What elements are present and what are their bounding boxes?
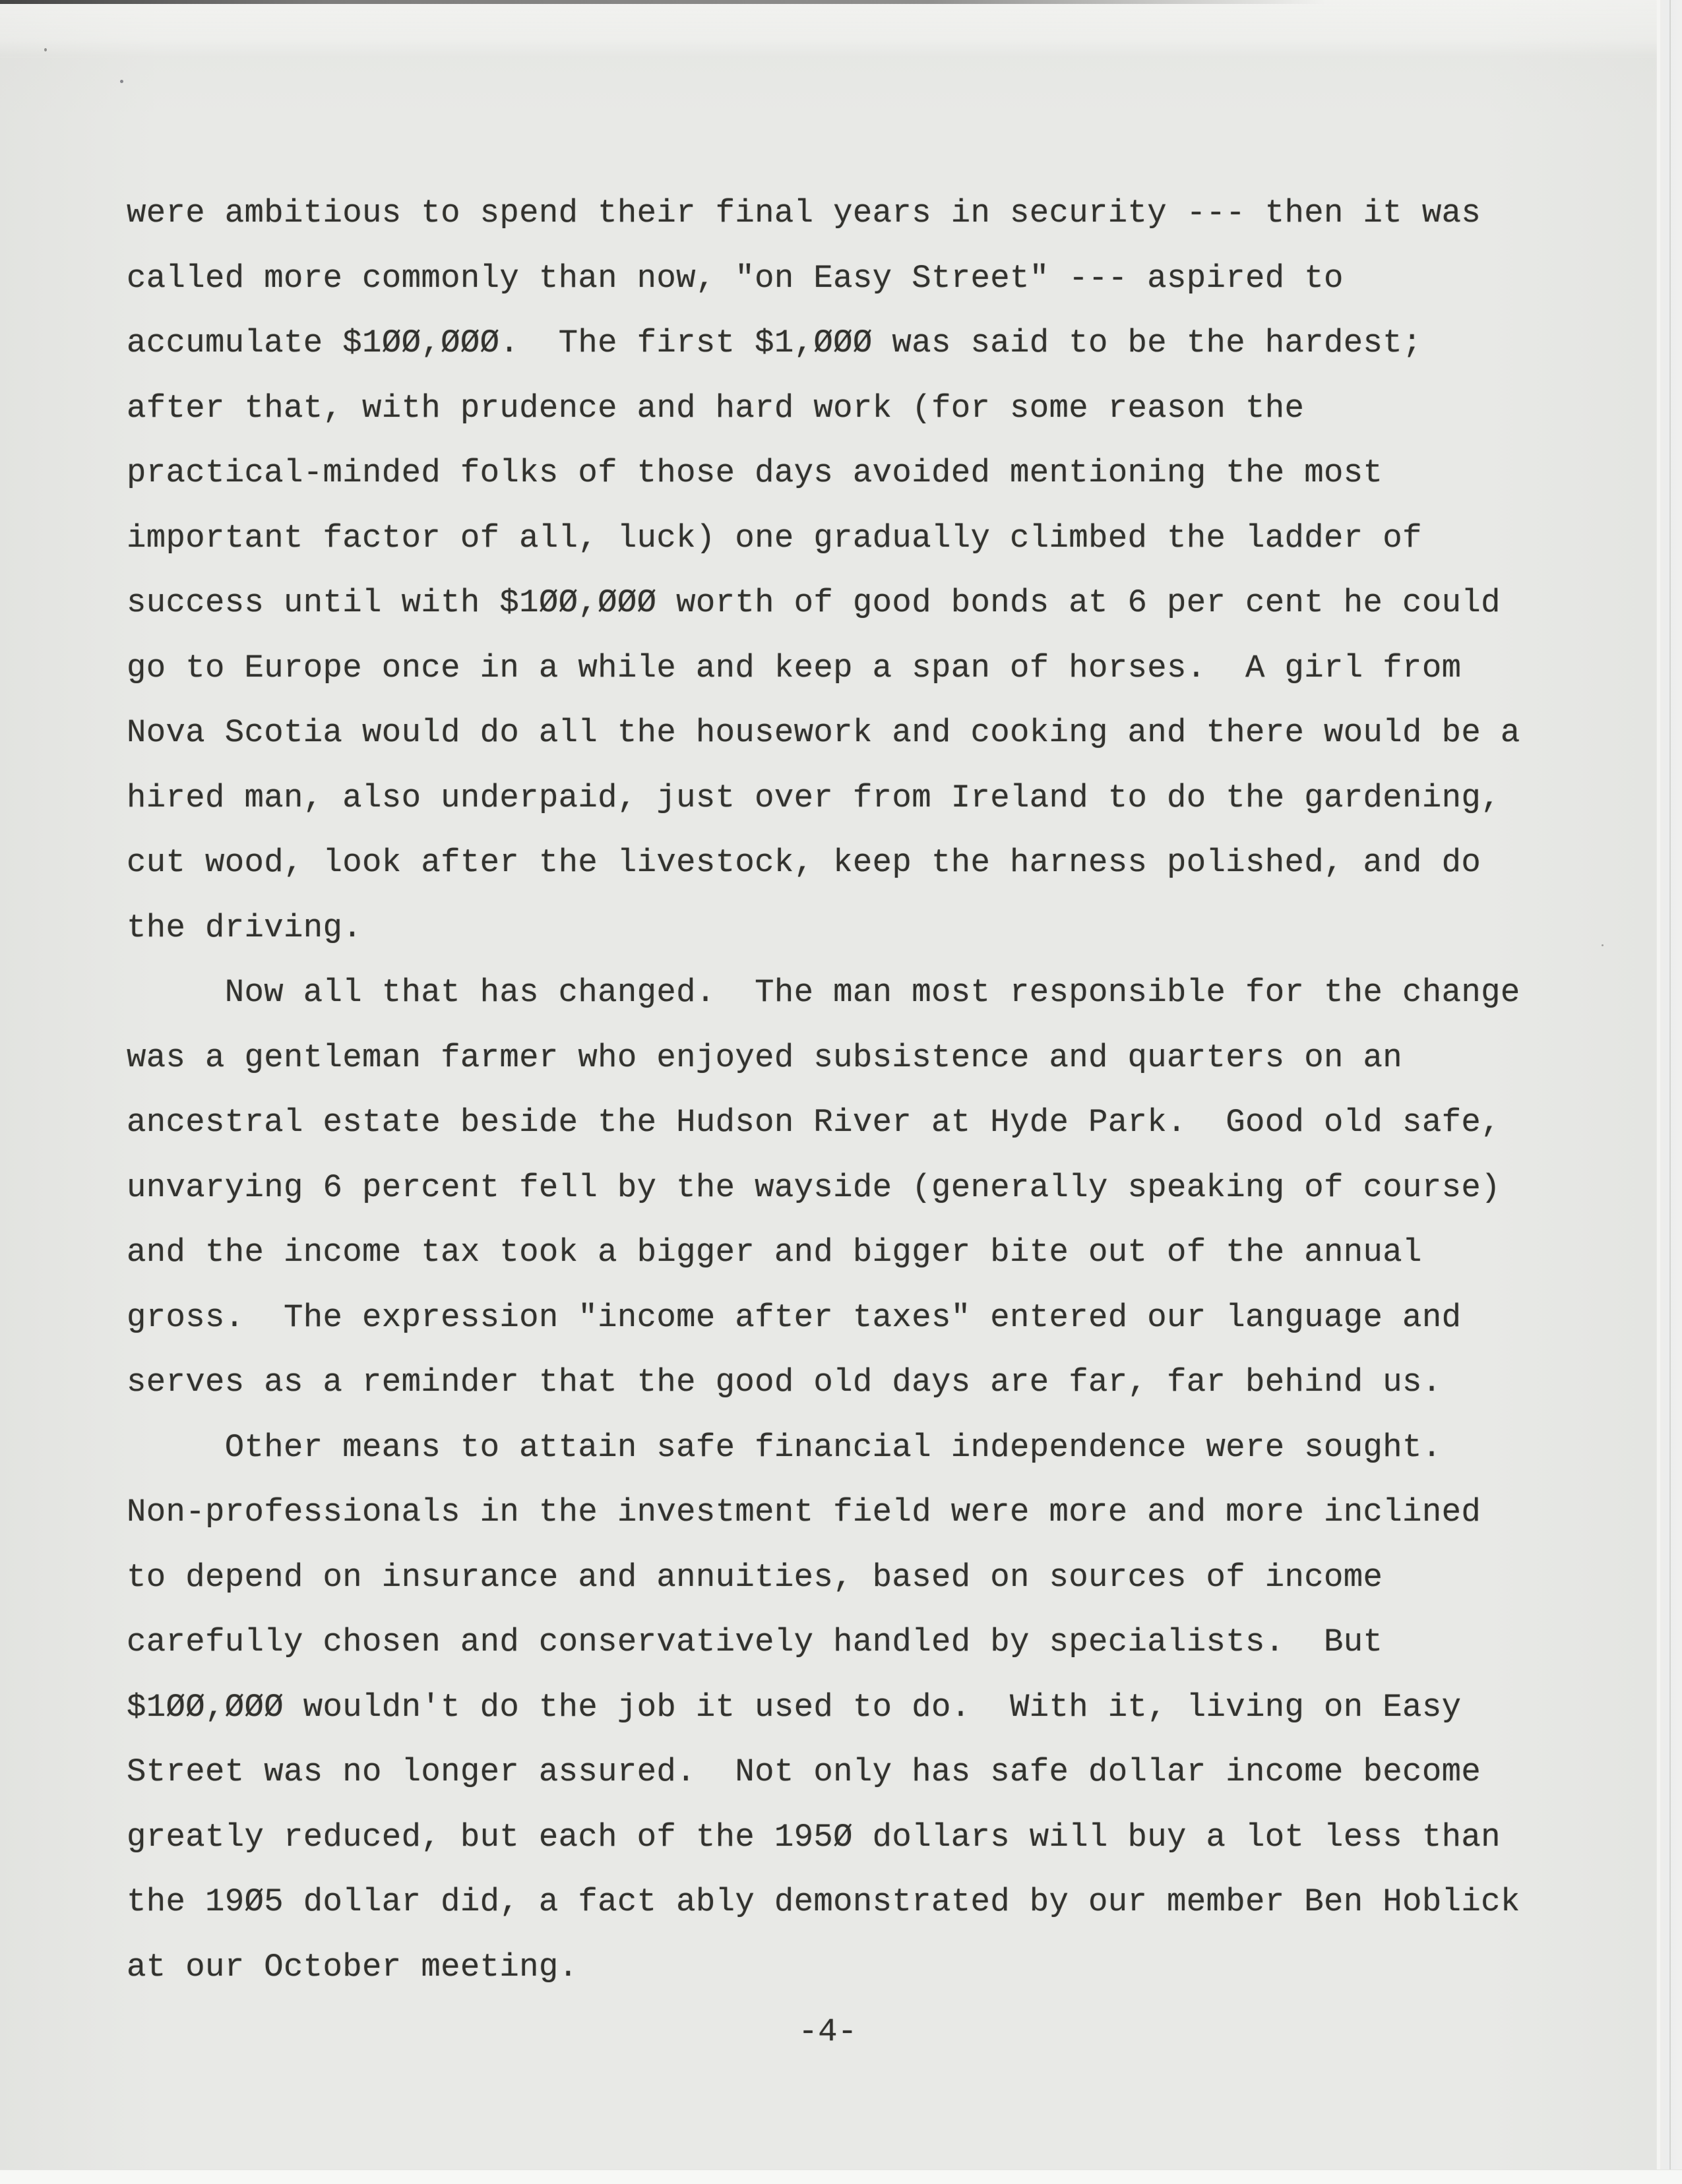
paper-right-edge-crease	[1669, 0, 1671, 2184]
typewritten-line-19: serves as a reminder that the good old days are far, far behind us.	[127, 1364, 1442, 1401]
typewritten-line-21: Non-professionals in the investment field were more and more inclined	[127, 1494, 1481, 1531]
typewritten-line-14: was a gentleman farmer who enjoyed subsistence and quarters on an	[127, 1039, 1403, 1076]
typewritten-line-12: the driving.	[127, 909, 363, 946]
typewritten-line-5: practical-minded folks of those days avoided mentioning the most	[127, 454, 1383, 491]
typewritten-line-4: after that, with prudence and hard work (for some reason the	[127, 389, 1305, 427]
typewritten-line-25: Street was no longer assured. Not only has safe dollar income become	[127, 1753, 1481, 1790]
typewritten-line-24: $1ØØ,ØØØ wouldn't do the job it used to do. With it, living on Easy	[127, 1688, 1462, 1726]
typewritten-line-11: cut wood, look after the livestock, keep the harness polished, and do	[127, 844, 1481, 881]
paper-right-edge-band	[1660, 0, 1682, 2184]
typewritten-line-28: at our October meeting.	[127, 1948, 578, 1986]
scan-top-edge-line	[0, 0, 1326, 4]
typewritten-line-20: Other means to attain safe financial independence were sought.	[127, 1428, 1442, 1466]
typewritten-line-26: greatly reduced, but each of the 195Ø dollars will buy a lot less than	[127, 1818, 1501, 1856]
paper-top-fold	[0, 0, 1682, 57]
dust-speck	[1602, 944, 1604, 946]
dust-speck	[44, 48, 47, 51]
typewritten-line-6: important factor of all, luck) one gradually climbed the ladder of	[127, 519, 1422, 557]
typewritten-line-1: were ambitious to spend their final years in security --- then it was	[127, 195, 1481, 231]
typewritten-line-10: hired man, also underpaid, just over from Ireland to do the gardening,	[127, 779, 1501, 816]
typewritten-line-17: and the income tax took a bigger and bigger bite out of the annual	[127, 1234, 1422, 1271]
typewritten-text	[127, 181, 1520, 1999]
typewritten-line-15: ancestral estate beside the Hudson River at Hyde Park. Good old safe,	[127, 1104, 1501, 1141]
typewritten-line-18: gross. The expression "income after taxes" entered our language and	[127, 1298, 1462, 1336]
typewritten-line-16: unvarying 6 percent fell by the wayside (generally speaking of course)	[127, 1168, 1501, 1206]
typewritten-line-23: carefully chosen and conservatively handled by specialists. But	[127, 1623, 1383, 1660]
typewritten-line-27: the 19Ø5 dollar did, a fact ably demonstrated by our member Ben Hoblick	[127, 1883, 1520, 1920]
typewritten-line-9: Nova Scotia would do all the housework and cooking and there would be a	[127, 714, 1520, 751]
typewritten-line-22: to depend on insurance and annuities, based on sources of income	[127, 1558, 1383, 1596]
typewritten-line-2: called more commonly than now, "on Easy Street" --- aspired to	[127, 259, 1344, 297]
typewritten-line-3: accumulate $1ØØ,ØØØ. The first $1,ØØØ was said to be the hardest;	[127, 324, 1422, 361]
typewritten-line-8: go to Europe once in a while and keep a span of horses. A girl from	[127, 649, 1462, 686]
typewritten-line-7: success until with $1ØØ,ØØØ worth of good bonds at 6 per cent he could	[127, 584, 1501, 621]
page-number: -4-	[798, 2013, 857, 2050]
typewritten-line-13: Now all that has changed. The man most responsible for the change	[127, 974, 1520, 1011]
dust-speck	[120, 80, 123, 83]
paper-right-edge-highlight	[1657, 0, 1660, 2184]
scan-bottom-strip	[0, 2169, 1682, 2184]
